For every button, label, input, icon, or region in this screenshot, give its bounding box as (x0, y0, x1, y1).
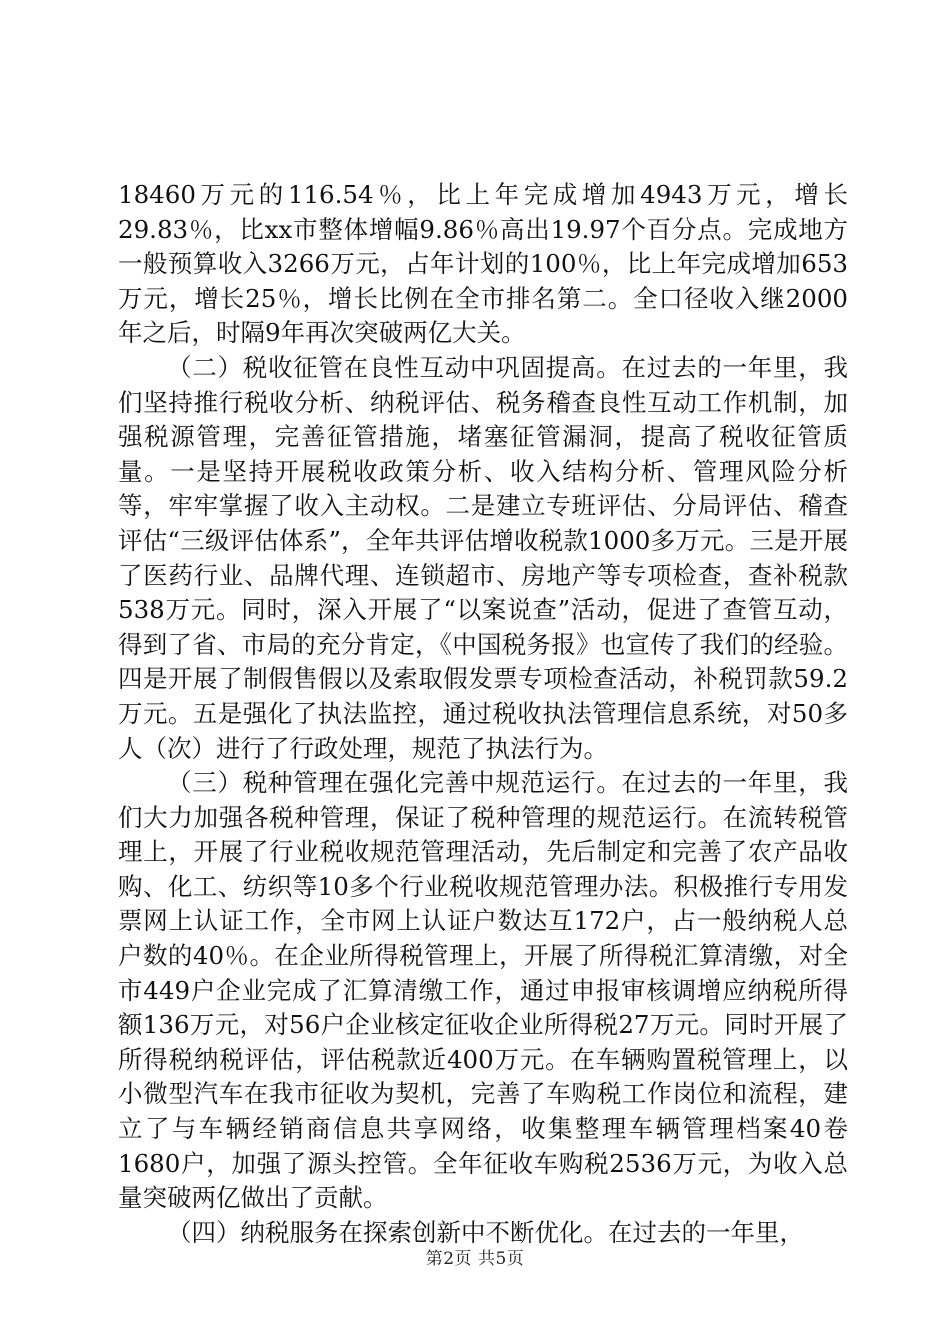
body-text (118, 178, 848, 1250)
paragraph-taxpayer-service: （四）纳税服务在探索创新中不断优化。在过去的一年里， (167, 1217, 804, 1247)
paragraph-revenue-summary: 18460万元的116.54％，比上年完成增加4943万元，增长29.83％，比xx市整体增幅9.86％高出19.97个百分点。完成地方一般预算收入3266万元，占年计划的100％，比上年完成增加653万元，增长25％，增长比例在全市排名第二。全口径收入继2000年之后，时隔9年再次突破两亿大关。 (118, 180, 848, 348)
paragraph-tax-type-management: （三）税种管理在强化完善中规范运行。在过去的一年里，我们大力加强各税种管理，保证了税种管理的规范运行。在流转税管理上，开展了行业税收规范管理活动，先后制定和完善了农产品收购、化工、纺织等10多个行业税收规范管理办法。积极推行专用发票网上认证工作，全市网上认证户数达互172户，占一般纳税人总户数的40％。在企业所得税管理上，开展了所得税汇算清缴，对全市449户企业完成了汇算清缴工作，通过申报审核调增应纳税所得额136万元，对56户企业核定征收企业所得税27万元。同时开展了所得税纳税评估，评估税款近400万元。在车辆购置税管理上，以小微型汽车在我市征收为契机，完善了车购税工作岗位和流程，建立了与车辆经销商信息共享网络，收集整理车辆管理档案40卷1680户，加强了源头控管。全年征收车购税2536万元，为收入总量突破两亿做出了贡献。 (118, 768, 848, 1213)
page-footer: 第2页 共5页 (425, 1249, 525, 1269)
paragraph-tax-collection: （二）税收征管在良性互动中巩固提高。在过去的一年里，我们坚持推行税收分析、纳税评估、税务稽查良性互动工作机制，加强税源管理，完善征管措施，堵塞征管漏洞，提高了税收征管质量。一是坚持开展税收政策分析、收入结构分析、管理风险分析等，牢牢掌握了收入主动权。二是建立专班评估、分局评估、稽查评估“三级评估体系”，全年共评估增收税款1000多万元。三是开展了医药行业、品牌代理、连锁超市、房地产等专项检查，查补税款538万元。同时，深入开展了“以案说查”活动，促进了查管互动，得到了省、市局的充分肯定，《中国税务报》也宣传了我们的经验。四是开展了制假售假以及索取假发票专项检查活动，补税罚款59.2万元。五是强化了执法监控，通过税收执法管理信息系统，对50多人（次）进行了行政处理，规范了执法行为。 (118, 352, 848, 763)
